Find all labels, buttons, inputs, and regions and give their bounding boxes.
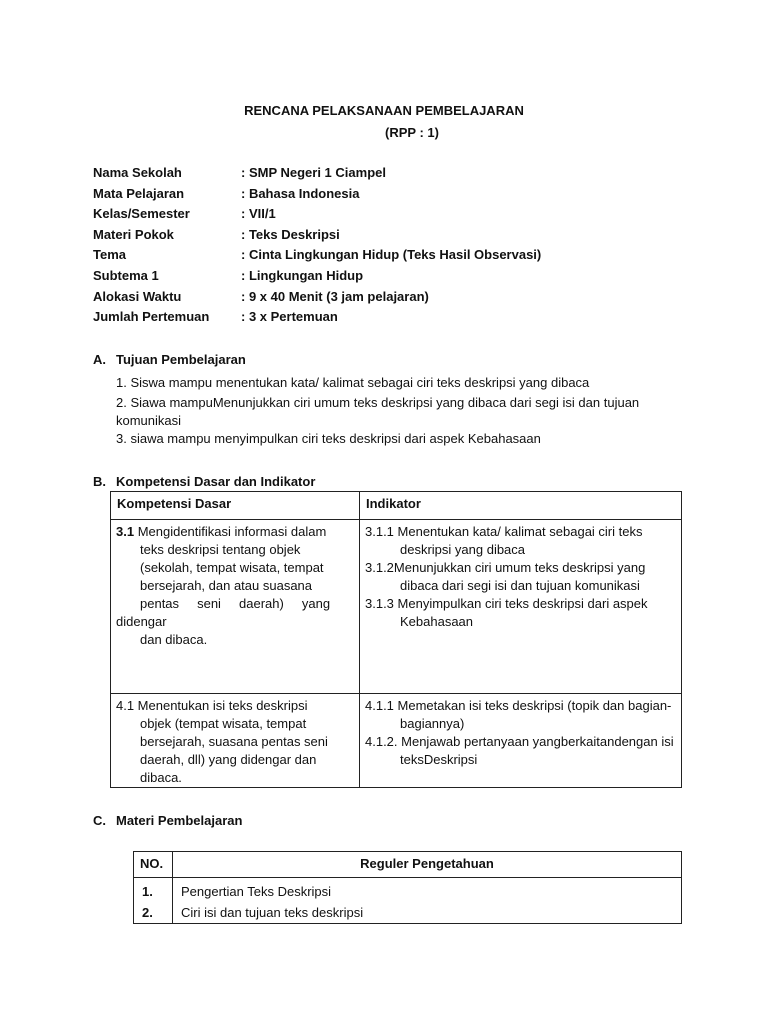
- indicator-item: 4.1.2. Menjawab pertanyaan yangberkaitandengan isi teksDeskripsi: [365, 734, 674, 767]
- indicator-cell: [360, 694, 682, 788]
- info-label: Subtema 1: [93, 267, 159, 283]
- kd-text: (sekolah, tempat wisata, tempat: [140, 560, 324, 575]
- kd-text: objek (tempat wisata, tempat: [140, 716, 307, 731]
- section-letter: A.: [93, 352, 106, 367]
- info-value: : Teks Deskripsi: [241, 226, 340, 242]
- column-header-kd: Kompetensi Dasar: [111, 492, 360, 520]
- info-row-time: [93, 288, 541, 309]
- info-label: Alokasi Waktu: [93, 288, 182, 304]
- column-header-no: NO.: [134, 852, 173, 878]
- column-header-material: Reguler Pengetahuan: [173, 852, 682, 878]
- kd-text: daerah, dll) yang didengar dan: [140, 752, 317, 767]
- kd-text: bersejarah, suasana pentas seni: [140, 734, 328, 749]
- kd-text: bersejarah, dan atau suasana: [140, 578, 313, 593]
- info-label: Kelas/Semester: [93, 206, 190, 222]
- section-letter: B.: [93, 474, 106, 489]
- kd-text: dan dibaca.: [140, 632, 208, 647]
- indicator-item: 3.1.3 Menyimpulkan ciri teks deskripsi dari aspek Kebahasaan: [365, 596, 648, 629]
- info-value: : Bahasa Indonesia: [241, 185, 360, 201]
- info-label: Mata Pelajaran: [93, 185, 185, 201]
- kd-cell: [111, 694, 360, 788]
- info-row-subtheme: [93, 267, 541, 288]
- table-row: [111, 694, 682, 788]
- section-title: Materi Pembelajaran: [116, 813, 243, 828]
- identity-block: [93, 164, 541, 329]
- kd-text: teks deskripsi tentang objek: [140, 542, 301, 557]
- info-value: : VII/1: [241, 206, 276, 222]
- info-value: : 9 x 40 Menit (3 jam pelajaran): [241, 288, 429, 304]
- section-title: Tujuan Pembelajaran: [116, 352, 246, 367]
- kd-number: 3.1: [116, 524, 135, 539]
- info-label: Tema: [93, 247, 126, 263]
- material-table: [133, 851, 682, 924]
- section-title: Kompetensi Dasar dan Indikator: [116, 474, 316, 489]
- section-b-heading: [93, 473, 315, 491]
- learning-goals-list: [116, 374, 676, 448]
- material-item: Ciri isi dan tujuan teks deskripsi: [181, 905, 364, 920]
- material-cell: [173, 878, 682, 924]
- info-row-school: [93, 164, 541, 185]
- table-row: [111, 520, 682, 694]
- row-number-2: 2.: [142, 905, 153, 920]
- info-row-class: [93, 205, 541, 226]
- info-value: : 3 x Pertemuan: [241, 309, 338, 325]
- section-a-heading: [93, 351, 246, 369]
- indicator-cell: [360, 520, 682, 694]
- kd-text: dibaca.: [140, 770, 182, 785]
- kd-text: didengar: [116, 614, 167, 629]
- kd-cell: [111, 520, 360, 694]
- info-label: Materi Pokok: [93, 226, 174, 242]
- section-letter: C.: [93, 813, 106, 828]
- info-label: Nama Sekolah: [93, 165, 182, 180]
- material-item: Pengertian Teks Deskripsi: [181, 884, 332, 899]
- row-number-1: 1.: [142, 884, 153, 899]
- indicator-item: 3.1.2Menunjukkan ciri umum teks deskripsi yang dibaca dari segi isi dan tujuan komunikasi: [365, 560, 646, 593]
- competency-table: [110, 491, 682, 788]
- goal-item: 1. Siswa mampu menentukan kata/ kalimat sebagai ciri teks deskripsi yang dibaca: [116, 375, 590, 390]
- info-value: : SMP Negeri 1 Ciampel: [241, 165, 386, 180]
- kd-text: Mengidentifikasi informasi dalam: [134, 524, 327, 539]
- indicator-item: 4.1.1 Memetakan isi teks deskripsi (topik dan bagian-bagiannya): [365, 698, 672, 731]
- goal-item: 3. siawa mampu menyimpulkan ciri teks deskripsi dari aspek Kebahasaan: [116, 431, 541, 446]
- document-title: RENCANA PELAKSANAAN PEMBELAJARAN: [244, 103, 524, 118]
- document-subtitle: (RPP : 1): [385, 125, 439, 140]
- table-row: [134, 878, 682, 924]
- goal-item: 2. Siawa mampuMenunjukkan ciri umum teks deskripsi yang dibaca dari segi isi dan tujuan komunikasi: [116, 395, 640, 428]
- section-c-heading: [93, 812, 242, 830]
- info-value: : Lingkungan Hidup: [241, 267, 364, 283]
- info-value: : Cinta Lingkungan Hidup (Teks Hasil Observasi): [241, 247, 542, 263]
- row-number: [134, 878, 173, 924]
- info-row-meetings: [93, 308, 541, 329]
- info-row-theme: [93, 246, 541, 267]
- kd-text: 4.1 Menentukan isi teks deskripsi: [116, 698, 308, 713]
- info-row-subject: [93, 185, 541, 206]
- info-row-topic: [93, 226, 541, 247]
- info-label: Jumlah Pertemuan: [93, 309, 210, 325]
- kd-text: pentas seni daerah) yang: [140, 596, 331, 611]
- column-header-indicator: Indikator: [360, 492, 682, 520]
- indicator-item: 3.1.1 Menentukan kata/ kalimat sebagai ciri teks deskripsi yang dibaca: [365, 524, 643, 557]
